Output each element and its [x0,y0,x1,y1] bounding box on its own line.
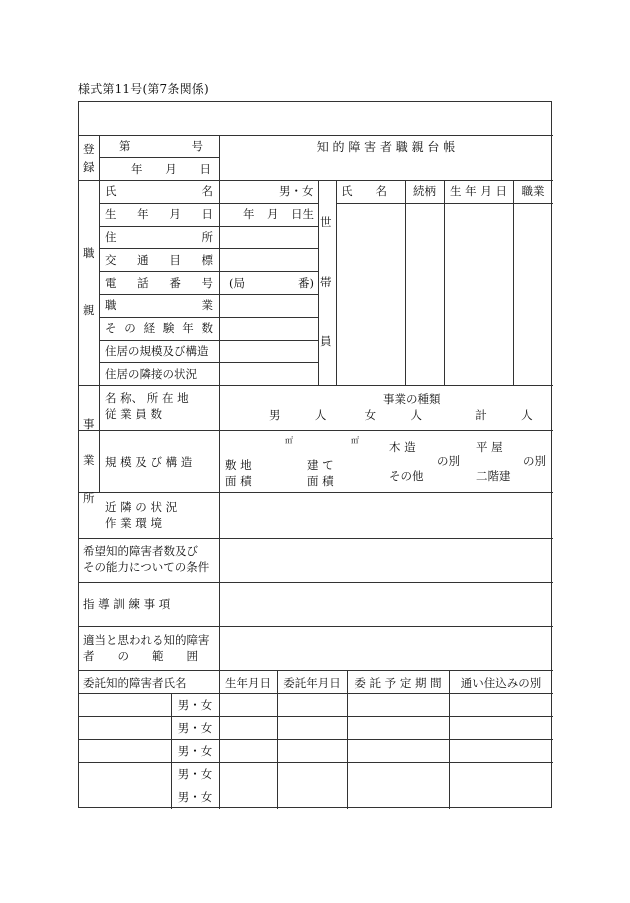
rule-shokushin-row [99,271,318,272]
business-employees-label: 従 業 員 数 [105,407,162,421]
label-part: 数 [201,321,213,335]
desired-conditions-label-1: 希望知的障害者数及び [83,544,198,558]
site-area-unit: ㎡ [285,436,293,445]
rule-entrusted-row [79,693,553,694]
registration-label-1: 登 [83,142,95,156]
rule-household-col [513,180,514,385]
value-part: (局 [229,276,245,290]
entrusted-row-sex: 男・女 [177,744,213,758]
shokushin-birthdate-value [243,207,314,221]
form-number-caption: 様式第11号(第7条関係) [78,82,209,96]
structure-wood: 木 造 [389,440,416,454]
entrusted-header-period: 委 託 予 定 期 間 [354,676,442,690]
site-area-label-1: 敷 地 [225,458,252,472]
rule-business-bottom [79,492,553,493]
desired-conditions-label-2: その能力についての条件 [83,560,210,574]
value-part: 番) [298,276,314,290]
business-type-label: 事業の種類 [383,392,441,406]
label-part: 験 [162,321,175,335]
rule-household-col [444,180,445,385]
rule-entrusted-col [347,670,348,809]
rule-side-label-col [99,135,100,492]
rule-shokushin-row [99,226,318,227]
value-part: 日生 [291,207,314,221]
rule-shokushin-bottom [79,385,553,386]
entrusted-header-birthdate: 生年月日 [225,676,271,690]
rule-conditions-col [219,492,220,670]
floors-distinction: の別 [523,454,546,468]
rule-top-band [79,135,553,136]
building-area-label-2: 面 積 [307,474,334,488]
business-side-label-2: 業 [83,453,95,467]
value-part: 月 [267,207,279,221]
number-prefix: 第 [119,139,131,153]
surroundings-label-2: 作 業 環 境 [105,516,162,530]
suitable-range-label-1: 適当と思われる知的障害 [83,633,210,647]
rule-shokushin-row [99,294,318,295]
label-part: 所 [201,230,213,244]
household-header-occupation: 職業 [521,184,545,198]
female-label: 女 [364,408,377,422]
shokushin-name-label [105,184,213,198]
entrusted-header-commute: 通い住込みの別 [460,676,542,690]
total-label: 計 [475,408,487,422]
rule-entrusted-header-bottom [79,670,553,671]
building-area-label-1: 建 て [307,458,334,472]
shokushin-side-label-2: 親 [83,303,95,317]
label-part: の [124,321,136,335]
registration-number [119,139,203,153]
shokushin-address-label [105,230,213,244]
floors-two-story: 二階建 [476,469,511,483]
label-part: 通 [137,253,149,267]
business-name-address-label: 名 称、 所 在 地 [105,391,189,405]
rule-label-col [219,135,220,492]
business-side-label-1: 事 [83,417,95,431]
reg-month: 月 [165,162,177,176]
female-unit: 人 [410,408,422,422]
site-area-label-2: 面 積 [225,474,252,488]
shokushin-occupation-label [105,298,213,312]
household-header-name: 氏 名 [341,184,387,198]
structure-distinction: の別 [437,454,460,468]
entrusted-row-sex: 男・女 [177,698,213,712]
label-part: 氏 [105,184,117,198]
male-label: 男 [269,408,281,422]
rule-household-col [405,180,406,385]
rule-desired-bottom [79,538,553,539]
label-part: 職 [105,298,117,312]
rule-guidance-bottom [79,582,553,583]
shokushin-birthdate-label [105,207,213,221]
label-part: 名 [201,184,213,198]
rule-suitable-bottom [79,626,553,627]
household-label-2: 帯 [320,275,332,289]
label-part: 電 [105,276,117,290]
business-scale-label: 規 模 及 び 構 造 [105,455,193,469]
total-unit: 人 [521,408,533,422]
rule-shokushin-row [99,340,318,341]
rule-registration-mid [99,157,219,158]
rule-entrusted-row [79,716,553,717]
shokushin-neighbor-label: 住居の隣接の状況 [105,367,197,381]
rule-business-mid1 [79,430,553,431]
floors-flat: 平 屋 [476,440,503,454]
form-title: 知 的 障 害 者 職 親 台 帳 [316,140,456,154]
business-employee-counts [269,408,533,422]
guidance-label: 指 導 訓 練 事 項 [83,597,171,611]
shokushin-sex: 男・女 [279,184,314,198]
label-part: 住 [105,230,117,244]
shokushin-landmark-label [105,253,213,267]
household-header-relation: 続柄 [413,184,436,198]
reg-day: 日 [199,162,211,176]
household-header-birthdate: 生 年 月 日 [450,184,507,198]
label-part: 生 [105,207,117,221]
label-part: 交 [105,253,117,267]
label-part: 目 [169,253,181,267]
label-part: そ [105,321,117,335]
rule-shokushin-row [99,317,318,318]
number-suffix: 号 [191,139,203,153]
label-part: 話 [137,276,149,290]
label-part: 業 [201,298,213,312]
rule-entrusted-row [79,739,553,740]
label-part: 日 [201,207,213,221]
label-part: 月 [169,207,181,221]
register-form-table [78,101,552,808]
shokushin-phone-label [105,276,213,290]
value-part: 年 [243,207,255,221]
rule-entrusted-col [277,670,278,809]
label-part: 標 [201,253,213,267]
label-part: 年 [182,321,194,335]
household-label-3: 員 [320,334,332,348]
rule-entrusted-col [449,670,450,809]
entrusted-header-name: 委託知的障害者氏名 [83,676,187,690]
label-part: 経 [143,321,156,335]
entrusted-row-sex: 男・女 [177,767,213,781]
rule-entrusted-col [219,670,220,809]
household-label-1: 世 [320,215,332,229]
structure-other: その他 [389,469,424,483]
label-part: 号 [201,276,213,290]
shokushin-housing-label: 住居の規模及び構造 [105,344,209,358]
rule-entrusted-row [79,762,553,763]
suitable-range-label-2: 者 の 範 囲 [83,649,198,663]
rule-shokushin-row [99,203,318,204]
label-part: 年 [137,207,149,221]
reg-year: 年 [131,162,143,176]
building-area-unit: ㎡ [351,436,359,445]
rule-shokushin-value-right [318,180,319,385]
registration-date [131,162,211,176]
label-part: 番 [169,276,181,290]
rule-registration-bottom [79,180,553,181]
rule-shokushin-row [99,248,318,249]
business-side-label-3: 所 [83,491,95,505]
rule-household-label-right [336,180,337,385]
entrusted-row-sex: 男・女 [177,721,213,735]
male-unit: 人 [314,408,327,422]
shokushin-phone-value [229,276,314,290]
entrusted-row-sex: 男・女 [177,790,213,804]
surroundings-label-1: 近 隣 の 状 況 [105,500,178,514]
shokushin-side-label-1: 職 [83,246,95,260]
registration-label-2: 録 [83,160,95,174]
shokushin-experience-label [105,321,213,335]
rule-shokushin-row [99,362,318,363]
entrusted-header-date: 委託年月日 [283,676,341,690]
